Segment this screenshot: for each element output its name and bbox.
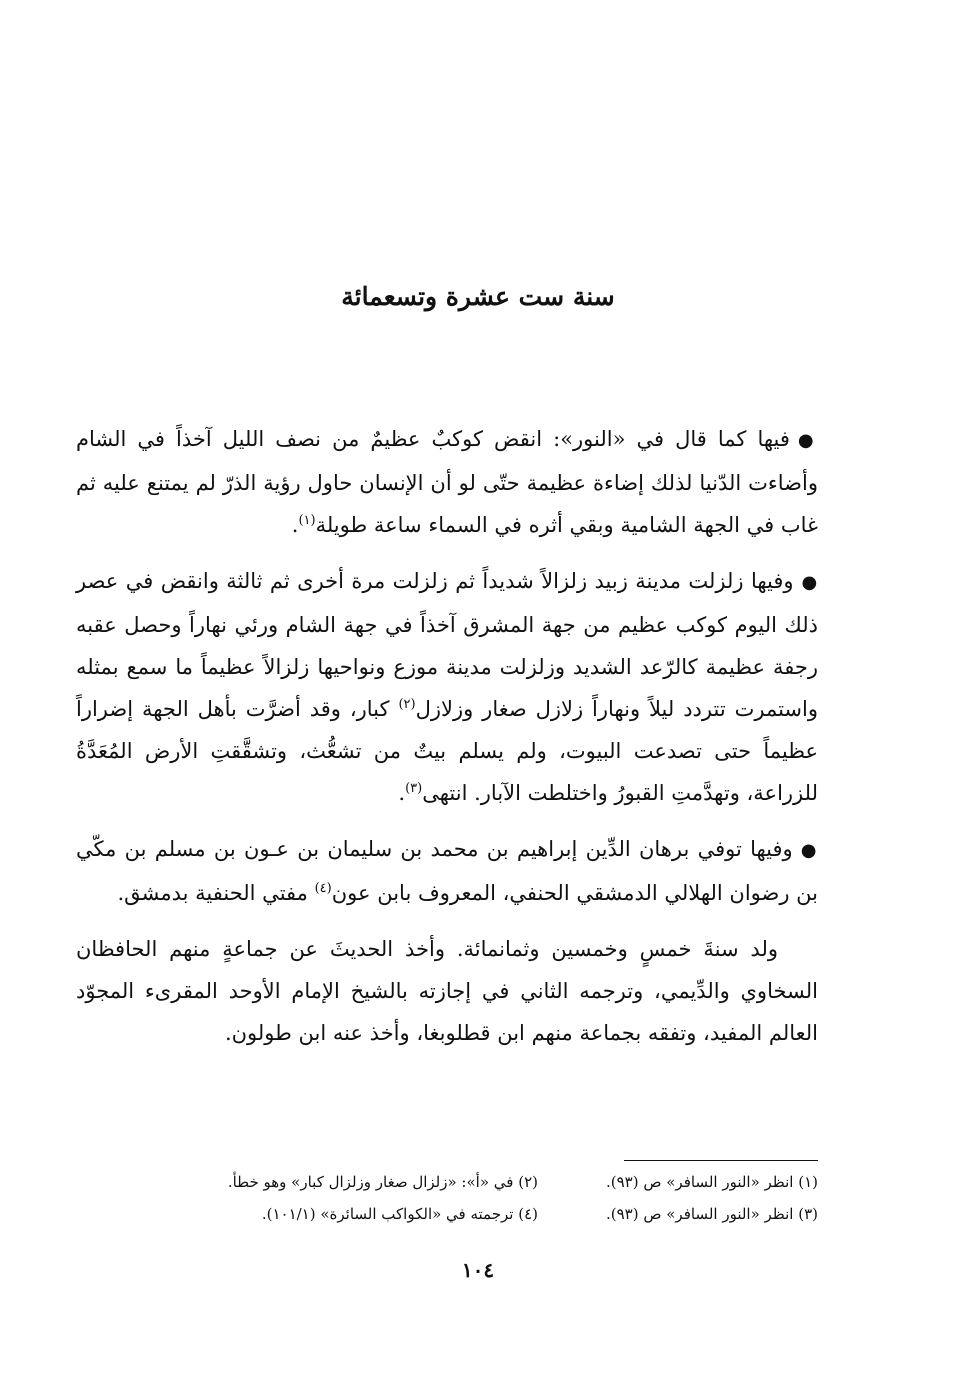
page-number: ١٠٤ xyxy=(461,1258,495,1282)
paragraph-3 xyxy=(76,828,818,914)
footnote-2: (٢) في «أ»: «زلزال صغار وزلزال كبار» وهو خطأ. xyxy=(227,1173,538,1191)
paragraph-tail: . xyxy=(398,781,406,805)
paragraph-text-continued: كبار، وقد أضرَّت بأهل الجهة إضراراً عظيماً حتى تصدعت البيوت، ولم يسلم بيتٌ من تشعُّث، وتشقَّقتِ الأرض المُعَدَّةُ للزراعة، وتهدَّمتِ القبورُ واختلطت الآبار. انتهى xyxy=(76,697,818,805)
footnote-ref: (٤) xyxy=(314,881,332,896)
footnote-ref: (٢) xyxy=(398,697,416,712)
section-title: سنة ست عشرة وتسعمائة xyxy=(341,282,615,311)
paragraph-text: وفيها زلزلت مدينة زبيد زلزالاً شديداً ثم زلزلت مرة أخرى ثم ثالثة وانقض في عصر ذلك اليوم كوكب عظيم من جهة المشرق آخذاً في جهة الشام ورئي نهاراً وحصل عقبه رجفة عظيمة كالرّعد الشديد وزلزلت مدينة موزع ونواحيها زلزالاً عظيماً ما سمع بمثله واستمرت تتردد ليلاً ونهاراً زلازل صغار وزلازل xyxy=(76,569,818,721)
paragraph-text: فيها كما قال في «النور»: انقض كوكبٌ عظيمٌ من نصف الليل آخذاً في الشام وأضاءت الدّنيا لذلك إضاءة عظيمة حتّى لو أن الإنسان حاول رؤية الذرّ لم يمتنع عليه ثم غاب في الجهة الشامية وبقي أثره في السماء ساعة طويلة xyxy=(76,427,818,537)
footnote-row xyxy=(76,1198,818,1230)
footnote-3: (٣) انظر «النور السافر» ص (٩٣). xyxy=(605,1205,818,1223)
paragraph-tail: . xyxy=(291,513,299,537)
footnotes xyxy=(76,1166,818,1230)
bullet-icon: ● xyxy=(797,430,818,451)
footnote-ref: (١) xyxy=(298,513,316,528)
bullet-icon: ● xyxy=(801,572,818,593)
footnote-divider xyxy=(624,1160,818,1161)
paragraph-text: وفيها توفي برهان الدِّين إبراهيم بن محمد بن سليمان بن عـون بن مسلم بن مكّي بن رضوان الهلالي الدمشقي الحنفي، المعروف بابن عون xyxy=(76,837,818,905)
paragraph-4 xyxy=(76,928,818,1054)
footnote-ref: (٣) xyxy=(405,781,423,796)
footnote-1: (١) انظر «النور السافر» ص (٩٣). xyxy=(605,1173,818,1191)
footnote-4: (٤) ترجمته في «الكواكب السائرة» (١٠١/١). xyxy=(261,1205,538,1223)
paragraph-1 xyxy=(76,418,818,546)
paragraph-text-continued: مفتي الحنفية بدمشق. xyxy=(117,881,308,905)
footnote-row xyxy=(76,1166,818,1198)
paragraph-text: ولد سنةَ خمسٍ وخمسين وثمانمائة. وأخذ الحديثَ عن جماعةٍ منهم الحافظان السخاوي والدِّيمي، وترجمه الثاني في إجازته بالشيخ الإمام الأوحد المقرىء المجوّد العالم المفيد، وتفقه بجماعة منهم ابن قطلوبغا، وأخذ عنه ابن طولون. xyxy=(76,937,818,1045)
paragraph-2 xyxy=(76,560,818,814)
bullet-icon: ● xyxy=(800,840,818,861)
body-text xyxy=(76,418,818,1068)
